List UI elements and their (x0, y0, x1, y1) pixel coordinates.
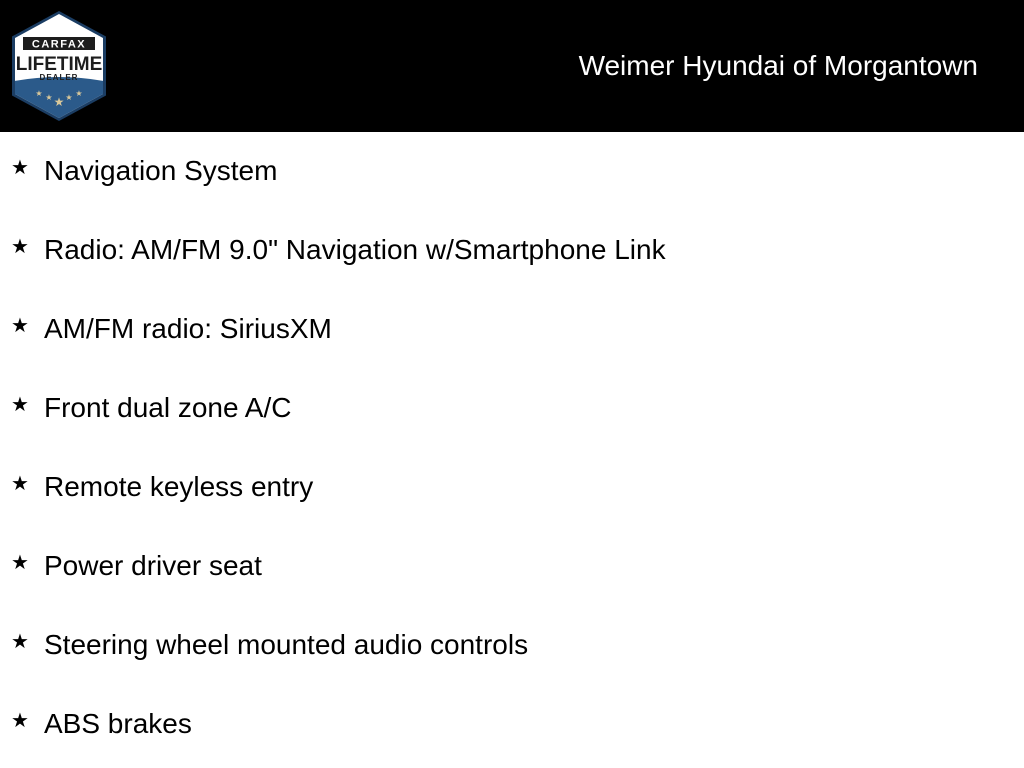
logo-dealer-text: DEALER (39, 73, 79, 82)
feature-list (0, 132, 1024, 764)
svg-text:★: ★ (53, 95, 65, 109)
list-item (0, 606, 1024, 685)
logo-brand-text: CARFAX (31, 38, 87, 51)
svg-text:★: ★ (65, 93, 73, 102)
list-item (0, 211, 1024, 290)
feature-label: Navigation System (44, 155, 278, 186)
list-item (0, 132, 1024, 211)
star-icon: ★ (11, 631, 29, 653)
star-icon: ★ (11, 710, 29, 732)
dealer-name: Weimer Hyundai of Morgantown (578, 50, 978, 81)
svg-text:★: ★ (75, 89, 83, 98)
star-icon: ★ (11, 157, 29, 179)
list-item (0, 448, 1024, 527)
star-icon: ★ (11, 552, 29, 574)
header-bar (0, 0, 1024, 132)
star-icon: ★ (11, 473, 29, 495)
feature-label: Radio: AM/FM 9.0" Navigation w/Smartphone Link (44, 234, 666, 265)
star-icon: ★ (11, 315, 29, 337)
star-icon: ★ (11, 394, 29, 416)
svg-text:★: ★ (35, 89, 43, 98)
carfax-lifetime-dealer-logo (9, 10, 109, 122)
feature-label: Remote keyless entry (44, 471, 314, 502)
feature-label: AM/FM radio: SiriusXM (44, 313, 332, 344)
list-item (0, 290, 1024, 369)
list-item (0, 685, 1024, 764)
feature-label: Steering wheel mounted audio controls (44, 629, 529, 660)
list-item (0, 527, 1024, 606)
list-item (0, 369, 1024, 448)
feature-label: Power driver seat (44, 550, 262, 581)
star-icon: ★ (11, 236, 29, 258)
feature-label: Front dual zone A/C (44, 392, 292, 423)
svg-text:★: ★ (45, 93, 53, 102)
feature-label: ABS brakes (44, 708, 192, 739)
logo-lifetime-text: LIFETIME (15, 54, 103, 75)
